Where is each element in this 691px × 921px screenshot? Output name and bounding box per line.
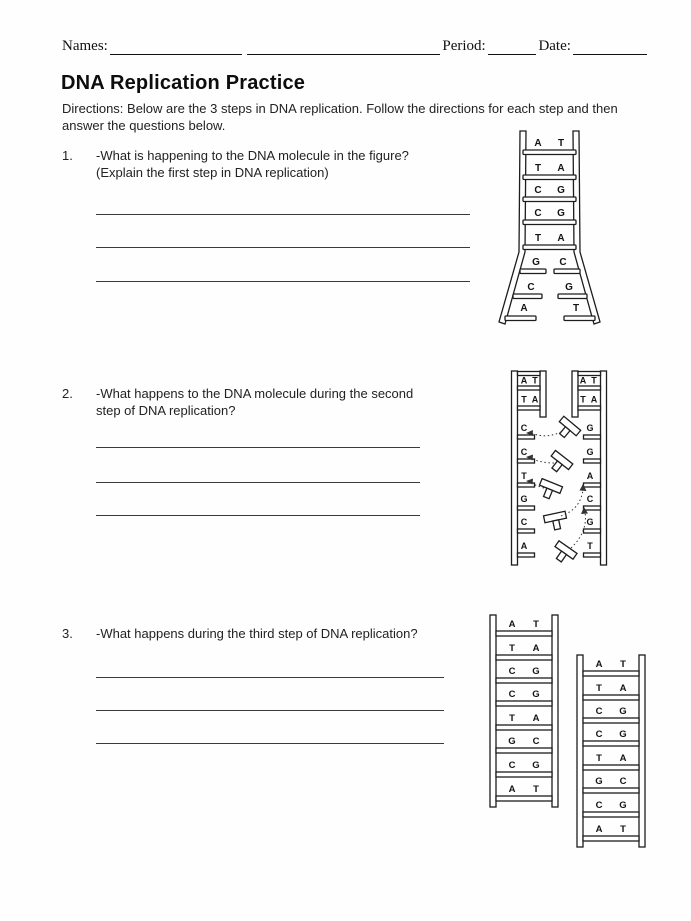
base-letter: A — [532, 713, 540, 724]
question-3-text: -What happens during the third step of DNA replication? — [96, 626, 418, 641]
base-letter: T — [533, 784, 539, 795]
right-strand — [572, 371, 607, 565]
names-blank-2 — [247, 38, 440, 55]
answer-line — [96, 710, 444, 711]
left-strand — [512, 371, 547, 565]
base-letter: T — [572, 303, 580, 314]
question-2-number: 2. — [62, 386, 73, 401]
question-3 — [62, 625, 486, 642]
base-letter: C — [520, 423, 528, 433]
free-nucleotide — [536, 479, 562, 502]
base-letter: C — [508, 666, 516, 677]
base-letter: A — [534, 138, 542, 149]
period-blank — [488, 38, 537, 55]
base-letter: T — [620, 659, 626, 670]
base-letter: C — [520, 447, 528, 457]
base-letter: T — [596, 753, 602, 764]
base-letter: G — [520, 494, 528, 504]
base-letter: A — [557, 163, 565, 174]
base-letter: A — [595, 824, 603, 835]
base-letter: C — [508, 760, 516, 771]
base-letter: C — [595, 729, 603, 740]
base-letter: A — [595, 659, 603, 670]
base-letter: G — [619, 706, 627, 717]
base-letter: G — [508, 736, 516, 747]
base-letter: G — [532, 666, 540, 677]
base-letters — [520, 138, 579, 314]
question-1-subtext: (Explain the first step in DNA replication) — [96, 165, 329, 180]
answer-line — [96, 247, 470, 248]
ladder-1 — [490, 615, 558, 807]
question-1-text: -What is happening to the DNA molecule in the figure? — [96, 148, 409, 163]
base-letter: T — [591, 375, 597, 386]
question-2-text: -What happens to the DNA molecule during the second step of DNA replication? — [96, 386, 414, 418]
base-letter: A — [579, 375, 587, 386]
base-letter: G — [595, 776, 603, 787]
answer-line — [96, 214, 470, 215]
base-letter: T — [532, 375, 538, 386]
free-nucleotide — [544, 511, 569, 531]
base-letter: G — [586, 517, 594, 527]
base-letter: C — [534, 208, 542, 219]
page-title: DNA Replication Practice — [61, 72, 306, 94]
base-letter: C — [532, 736, 540, 747]
base-letter: G — [557, 185, 565, 196]
base-letter: G — [532, 689, 540, 700]
base-letter: A — [557, 233, 565, 244]
base-letter: A — [508, 619, 516, 630]
base-letter: C — [595, 800, 603, 811]
base-letter: G — [586, 447, 594, 457]
free-nucleotides — [536, 416, 581, 566]
base-letter: A — [619, 683, 627, 694]
base-letter: T — [534, 163, 542, 174]
answer-line — [96, 515, 420, 516]
base-letter: T — [509, 713, 515, 724]
ladder-2 — [577, 655, 645, 847]
base-letter: G — [532, 760, 540, 771]
base-letter: C — [508, 689, 516, 700]
base-letter: G — [565, 282, 573, 293]
question-1 — [62, 147, 486, 181]
date-label: Date: — [538, 38, 571, 54]
base-letter: C — [619, 776, 627, 787]
base-letter: A — [531, 394, 539, 405]
base-letter: A — [590, 394, 598, 405]
name-header — [62, 38, 647, 55]
dna-separated-strands-figure — [504, 369, 614, 569]
question-1-number: 1. — [62, 148, 73, 163]
base-letter: T — [533, 619, 539, 630]
base-letter: A — [619, 753, 627, 764]
base-letter: T — [596, 683, 602, 694]
answer-line — [96, 447, 420, 448]
answer-line — [96, 281, 470, 282]
answer-line — [96, 482, 420, 483]
base-letter: C — [559, 257, 567, 268]
base-letter: A — [520, 375, 528, 386]
free-nucleotide — [550, 541, 577, 567]
base-letter: A — [520, 303, 528, 314]
period-label: Period: — [442, 38, 486, 54]
free-nucleotide — [546, 450, 573, 476]
dna-unzipping-figure — [492, 128, 607, 333]
base-letter: T — [509, 643, 515, 654]
free-nucleotide — [554, 416, 581, 442]
base-letter: C — [595, 706, 603, 717]
base-letter: C — [527, 282, 535, 293]
dna-two-ladders-figure — [486, 612, 650, 852]
base-letter: A — [532, 643, 540, 654]
base-letter: G — [619, 729, 627, 740]
names-label: Names: — [62, 38, 108, 54]
question-3-number: 3. — [62, 626, 73, 641]
date-blank — [573, 38, 647, 55]
base-letter: G — [619, 800, 627, 811]
directions-text: Directions: Below are the 3 steps in DNA replication. Follow the directions for each step and then answer the questions below. — [62, 101, 618, 133]
base-letter: A — [586, 471, 594, 481]
answer-line — [96, 677, 444, 678]
base-letter: T — [557, 138, 565, 149]
base-letter: G — [557, 208, 565, 219]
base-letter: T — [534, 233, 542, 244]
base-letter: T — [521, 471, 527, 481]
base-letter: T — [620, 824, 626, 835]
base-letter: A — [520, 541, 528, 551]
base-letter: C — [586, 494, 594, 504]
base-letter: A — [508, 784, 516, 795]
base-letter: T — [580, 394, 586, 405]
base-letter: G — [586, 423, 594, 433]
base-letter: C — [534, 185, 542, 196]
base-letter: T — [521, 394, 527, 405]
names-blank-1 — [110, 38, 243, 55]
question-2 — [62, 385, 430, 419]
answer-line — [96, 743, 444, 744]
base-letter: T — [587, 541, 593, 551]
base-letter: G — [532, 257, 540, 268]
base-letter: C — [520, 517, 528, 527]
